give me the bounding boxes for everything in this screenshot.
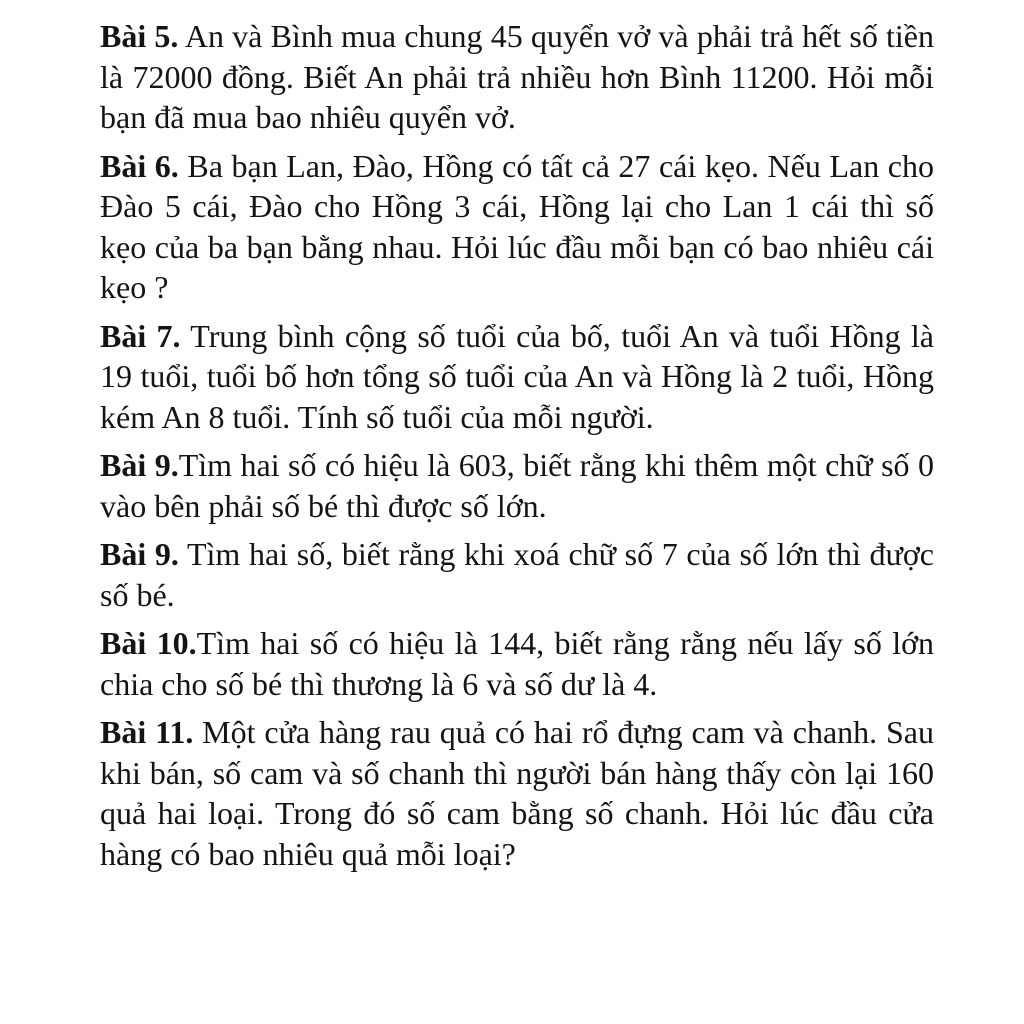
problem-label: Bài 7.	[100, 317, 181, 354]
problem-6	[100, 146, 934, 308]
problem-label: Bài 10.	[100, 625, 197, 661]
problem-7	[100, 316, 934, 438]
problem-10	[100, 623, 934, 704]
problem-label: Bài 6.	[100, 147, 179, 184]
problem-11	[100, 712, 934, 874]
problem-label: Bài 5.	[100, 18, 179, 54]
problem-9b	[100, 534, 934, 615]
worksheet-page	[100, 16, 934, 874]
problem-5	[100, 16, 934, 138]
problem-label: Bài 9.	[100, 447, 179, 483]
problem-text: Tìm hai số có hiệu là 603, biết rằng khi thêm một chữ số 0 vào bên phải số bé thì được số lớn.	[100, 447, 935, 524]
problem-label: Bài 11.	[100, 714, 194, 750]
problem-text: Một cửa hàng rau quả có hai rổ đựng cam và chanh. Sau khi bán, số cam và số chanh thì người bán hàng thấy còn lại 160 quả hai loại. Trong đó số cam bằng số chanh. Hỏi lúc đầu cửa hàng có bao nhiêu quả mỗi loại?	[100, 714, 935, 872]
problem-label: Bài 9.	[100, 536, 179, 572]
problem-text: Tìm hai số, biết rằng khi xoá chữ số 7 của số lớn thì được số bé.	[100, 536, 935, 613]
problem-text: Ba bạn Lan, Đào, Hồng có tất cả 27 cái kẹo. Nếu Lan cho Đào 5 cái, Đào cho Hồng 3 cái, Hồng lại cho Lan 1 cái thì số kẹo của ba bạn bằng nhau. Hỏi lúc đầu mỗi bạn có bao nhiêu cái kẹo ?	[100, 147, 935, 305]
problem-text: An và Bình mua chung 45 quyển vở và phải trả hết số tiền là 72000 đồng. Biết An phải trả nhiều hơn Bình 11200. Hỏi mỗi bạn đã mua bao nhiêu quyển vở.	[100, 18, 935, 135]
problem-text: Trung bình cộng số tuổi của bố, tuổi An và tuổi Hồng là 19 tuổi, tuổi bố hơn tổng số tuổi của An và Hồng là 2 tuổi, Hồng kém An 8 tuổi. Tính số tuổi của mỗi người.	[100, 317, 935, 435]
problem-text: Tìm hai số có hiệu là 144, biết rằng rằng nếu lấy số lớn chia cho số bé thì thương là 6 và số dư là 4.	[100, 625, 935, 702]
problem-9a	[100, 445, 934, 526]
